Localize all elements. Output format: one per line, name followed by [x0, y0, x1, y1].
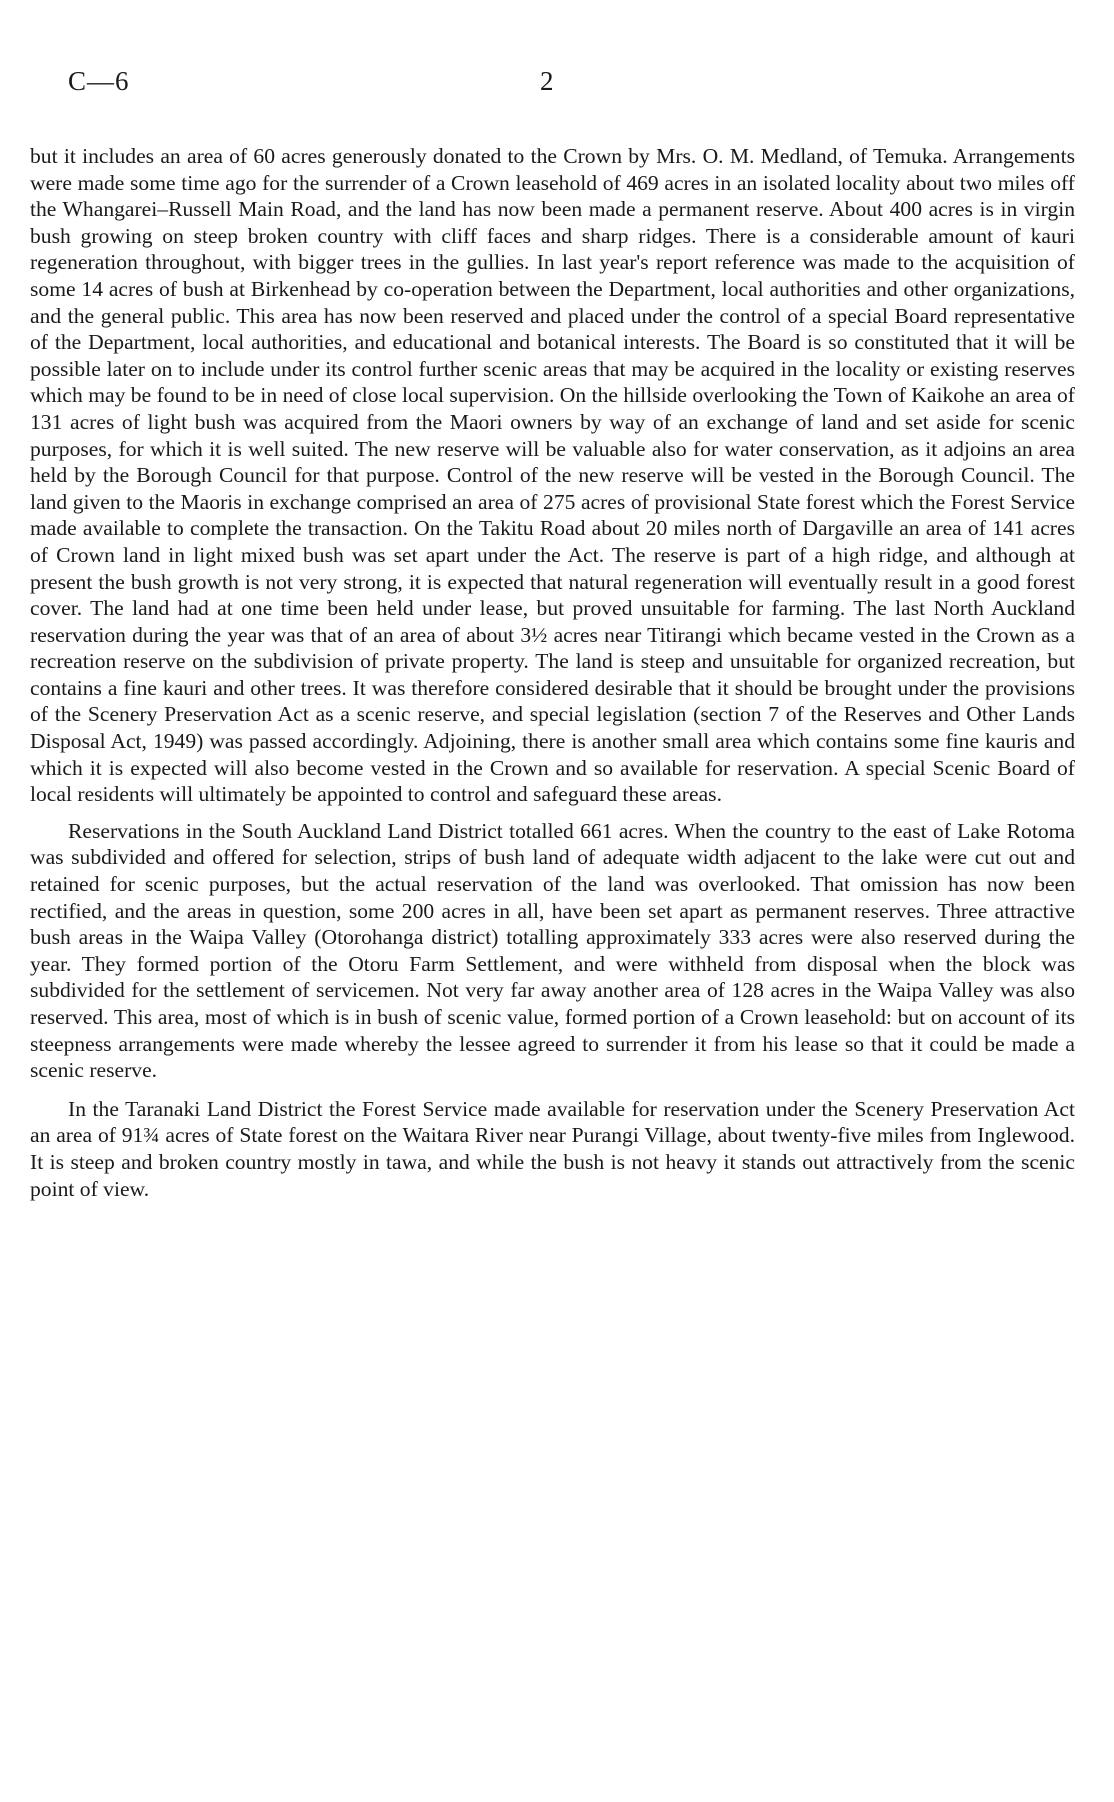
paragraph-taranaki: In the Taranaki Land District the Forest Service made available for reservation under the Scenery Preservation Act an area of 91¾ acres of State forest on the Waitara River near Purangi Village, about twenty-five miles from Inglewood. It is steep and broken country mostly in tawa, and while the bush is not heavy it stands out attractively from the scenic point of view. [30, 1096, 1075, 1201]
page-number: 2 [540, 66, 554, 96]
body-text [30, 143, 1075, 1202]
page-reference: C—6 [68, 66, 130, 96]
paragraph-south-auckland: Reservations in the South Auckland Land District totalled 661 acres. When the country to the east of Lake Rotoma was subdivided and offered for selection, strips of bush land of adequate width adjacent to the lake were cut out and retained for scenic purposes, but the actual reservation of the land was overlooked. That omission has now been rectified, and the areas in question, some 200 acres in all, have been set apart as permanent reserves. Three attractive bush areas in the Waipa Valley (Otorohanga district) totalling approximately 333 acres were also reserved during the year. They formed portion of the Otoru Farm Settlement, and were withheld from disposal when the block was subdivided for the settlement of servicemen. Not very far away another area of 128 acres in the Waipa Valley was also reserved. This area, most of which is in bush of scenic value, formed portion of a Crown leasehold: but on account of its steepness arrangements were made whereby the lessee agreed to surrender it from his lease so that it could be made a scenic reserve. [30, 818, 1075, 1083]
paragraph-north-auckland-continued: but it includes an area of 60 acres generously donated to the Crown by Mrs. O. M. Medland, of Temuka. Arrangements were made some time ago for the surrender of a Crown leasehold of 469 acres in an isolated locality about two miles off the Whangarei–Russell Main Road, and the land has now been made a permanent reserve. About 400 acres is in virgin bush growing on steep broken country with cliff faces and sharp ridges. There is a considerable amount of kauri regeneration throughout, with bigger trees in the gullies. In last year's report reference was made to the acquisition of some 14 acres of bush at Birkenhead by co-operation between the Department, local authorities and other organizations, and the general public. This area has now been reserved and placed under the control of a special Board representative of the Department, local authorities, and educational and botanical interests. The Board is so constituted that it will be possible later on to include under its control further scenic areas that may be acquired in the locality or existing reserves which may be found to be in need of close local supervision. On the hillside overlooking the Town of Kaikohe an area of 131 acres of light bush was acquired from the Maori owners by way of an exchange of land and set aside for scenic purposes, for which it is well suited. The new reserve will be valuable also for water conservation, as it adjoins an area held by the Borough Council for that purpose. Control of the new reserve will be vested in the Borough Council. The land given to the Maoris in exchange comprised an area of 275 acres of provisional State forest which the Forest Service made available to complete the transaction. On the Takitu Road about 20 miles north of Dargaville an area of 141 acres of Crown land in light mixed bush was set apart under the Act. The reserve is part of a high ridge, and although at present the bush growth is not very strong, it is expected that natural regeneration will eventually result in a good forest cover. The land had at one time been held under lease, but proved unsuitable for farming. The last North Auckland reservation during the year was that of an area of about 3½ acres near Titirangi which became vested in the Crown as a recreation reserve on the subdivision of private property. The land is steep and unsuitable for organized recreation, but contains a fine kauri and other trees. It was therefore considered desirable that it should be brought under the provisions of the Scenery Preservation Act as a scenic reserve, and special legislation (section 7 of the Reserves and Other Lands Disposal Act, 1949) was passed accordingly. Adjoining, there is another small area which contains some fine kauris and which it is expected will also become vested in the Crown and so available for reservation. A special Scenic Board of local residents will ultimately be appointed to control and safeguard these areas. [30, 144, 1075, 807]
